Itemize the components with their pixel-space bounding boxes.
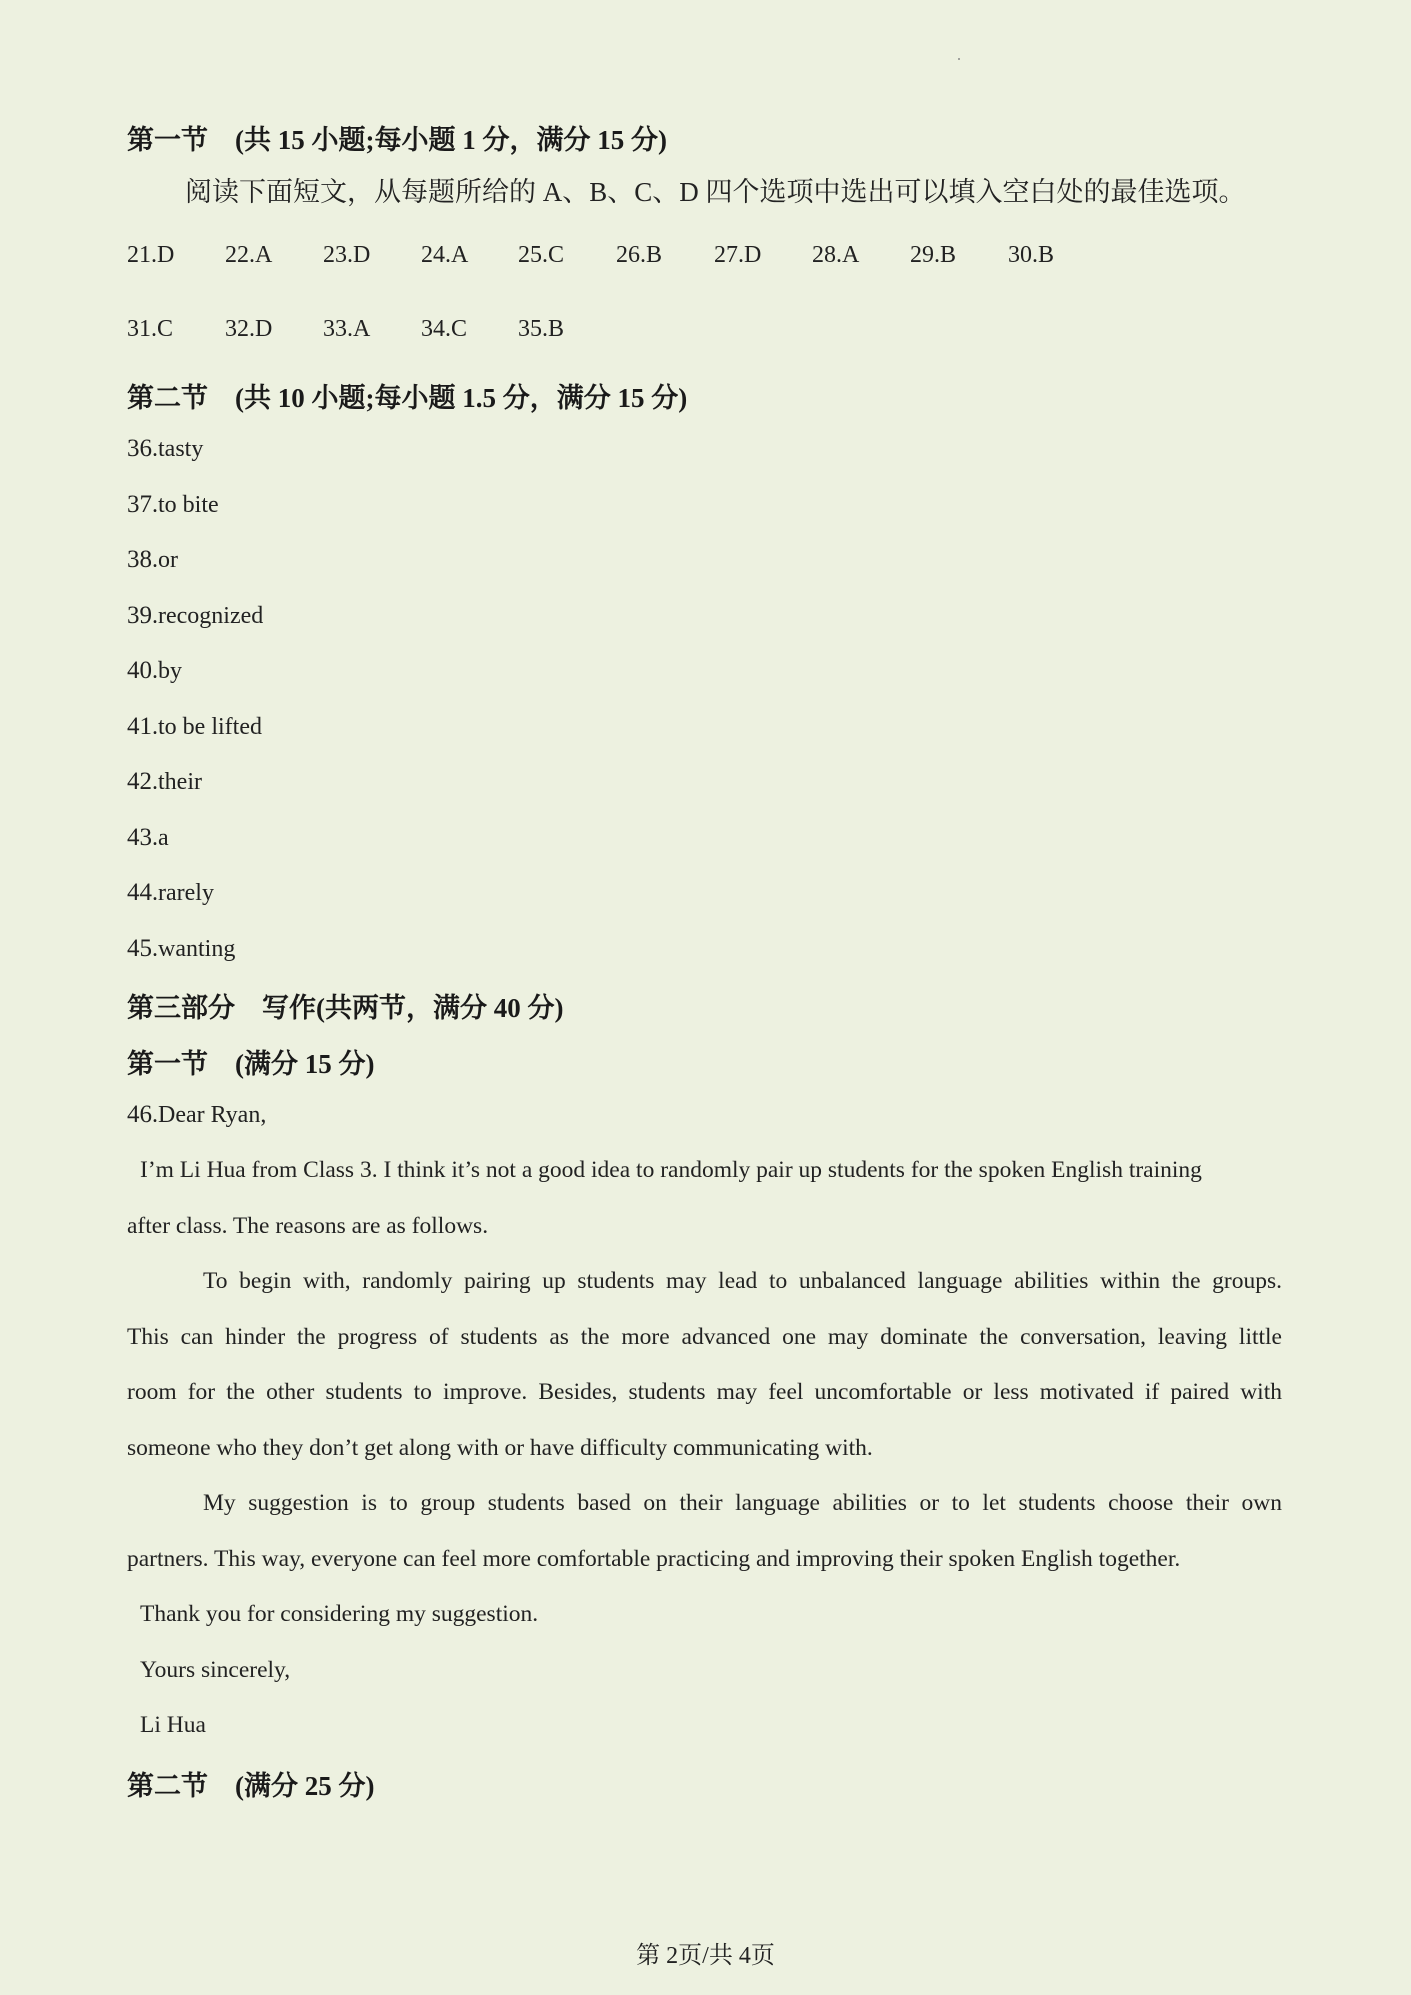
answer-30: 30.B: [1008, 242, 1055, 268]
writing1-heading: 第一节 (满分 15 分): [127, 1049, 375, 1079]
item-38: 38.or: [127, 546, 178, 573]
letter-line: This can hinder the progress of students as the more advanced one may dominate the conversation, leaving little: [127, 1323, 1282, 1350]
letter-line: To begin with, randomly pairing up students may lead to unbalanced language abilities within the groups.: [203, 1268, 1282, 1294]
item-44: 44.rarely: [127, 879, 214, 906]
letter-line: room for the other students to improve. Besides, students may feel uncomfortable or less motivated if paired with: [127, 1379, 1282, 1405]
answer-35: 35.B: [518, 316, 565, 342]
item-40: 40.by: [127, 657, 182, 684]
answer-25: 25.C: [518, 242, 565, 268]
answer-34: 34.C: [421, 316, 468, 342]
item-36: 36.tasty: [127, 435, 204, 462]
answer-27: 27.D: [714, 242, 762, 268]
letter-line: after class. The reasons are as follows.: [127, 1212, 489, 1239]
item-41: 41.to be lifted: [127, 713, 262, 740]
section1-instruction: 阅读下面短文，从每题所给的 A、B、C、D 四个选项中选出可以填入空白处的最佳选项。: [185, 177, 1246, 207]
answer-22: 22.A: [225, 242, 273, 268]
letter-line: Thank you for considering my suggestion.: [140, 1601, 539, 1627]
answer-32: 32.D: [225, 316, 273, 342]
answer-23: 23.D: [323, 242, 371, 268]
letter-line: partners. This way, everyone can feel more comfortable practicing and improving their spoken English together.: [127, 1545, 1181, 1572]
section1-heading: 第一节 (共 15 小题;每小题 1 分，满分 15 分): [127, 125, 667, 155]
answer-31: 31.C: [127, 316, 174, 342]
answer-21: 21.D: [127, 242, 175, 268]
item-42: 42.their: [127, 768, 202, 795]
letter-line: I’m Li Hua from Class 3. I think it’s not a good idea to randomly pair up students for the spoken English training: [140, 1157, 1202, 1183]
answer-28: 28.A: [812, 242, 860, 268]
answer-33: 33.A: [323, 316, 371, 342]
item-37: 37.to bite: [127, 491, 219, 518]
letter-body: [127, 1143, 1282, 1754]
item-45: 45.wanting: [127, 935, 236, 962]
letter-line: Li Hua: [140, 1712, 206, 1738]
letter-line: Yours sincerely,: [140, 1656, 291, 1683]
section2-heading: 第二节 (共 10 小题;每小题 1.5 分，满分 15 分): [127, 383, 688, 413]
stray-dot: [958, 58, 960, 60]
letter-line: someone who they don’t get along with or have difficulty communicating with.: [127, 1434, 873, 1461]
answer-24: 24.A: [421, 242, 469, 268]
item-39: 39.recognized: [127, 602, 264, 629]
answer-29: 29.B: [910, 242, 957, 268]
letter-greeting: 46.Dear Ryan,: [127, 1101, 267, 1128]
answer-26: 26.B: [616, 242, 663, 268]
letter-line: My suggestion is to group students based on their language abilities or to let students choose their own: [203, 1490, 1282, 1516]
part3-heading: 第三部分 写作(共两节，满分 40 分): [127, 993, 564, 1023]
writing2-heading: 第二节 (满分 25 分): [127, 1771, 375, 1801]
page-number: 第 2页/共 4页: [636, 1943, 775, 1969]
item-43: 43.a: [127, 824, 169, 851]
